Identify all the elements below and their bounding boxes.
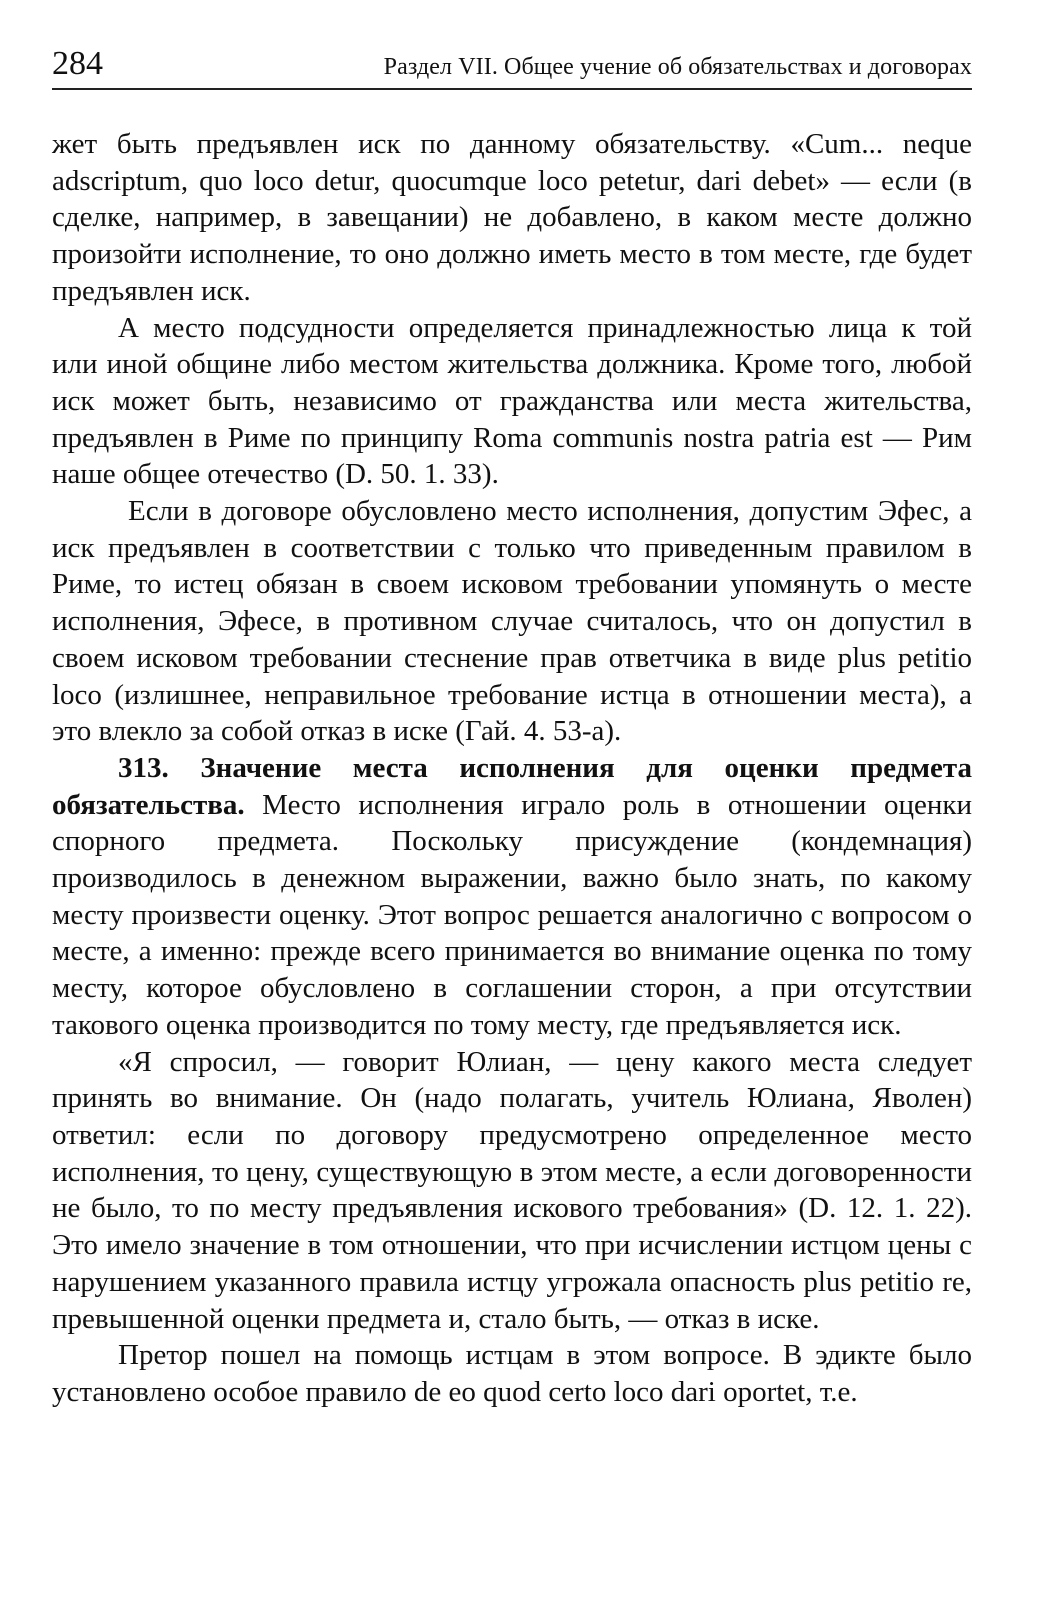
paragraph-praetor: Претор пошел на помощь истцам в этом вопросе. В эдикте было установлено особое правило de eo quod certo loco dari oportet, т.е. [52, 1339, 972, 1408]
running-section-title: Раздел VII. Общее учение об обязательствах и договорах [383, 54, 972, 80]
body-text [52, 126, 972, 1411]
paragraph-place-of-performance: Если в договоре обусловлено место исполнения, допустим Эфес, а иск предъявлен в соответствии с только что приведенным правилом в Риме, то истец обязан в своем исковом требовании упомянуть о месте исполнения, Эфесе, в противном случае считалось, что он допустил в своем исковом требовании стеснение прав ответчика в виде plus petitio loco (излишнее, неправильное требование истца в отношении места), а это влекло за собой отказ в иске (Гай. 4. 53-a). [52, 495, 972, 748]
book-page [52, 0, 972, 1601]
paragraph-section-313 [52, 750, 972, 1044]
section-313-text: Место исполнения играло роль в отношении оценки спорного предмета. Поскольку присуждение (кондемнация) производилось в денежном выражении, важно было знать, по какому месту произвести оценку. Этот вопрос решается аналогично с вопросом о месте, а именно: прежде всего принимается во внимание оценка по тому месту, которое обусловлено в соглашении сторон, а при отсутствии такового оценка производится по тому месту, где предъявляется иск. [52, 788, 972, 1041]
page-number: 284 [52, 45, 103, 82]
paragraph-jurisdiction: А место подсудности определяется принадлежностью лица к той или иной общине либо местом жительства должника. Кроме того, любой иск может быть, независимо от гражданства или места жительства, предъявлен в Риме по принципу Roma communis nostra patria est — Рим наше общее отечество (D. 50. 1. 33). [52, 311, 972, 491]
running-header [52, 44, 972, 90]
paragraph-julian-quote: «Я спросил, — говорит Юлиан, — цену какого места следует принять во внимание. Он (надо полагать, учитель Юлиана, Яволен) ответил: если по договору предусмотрено определенное место исполнения, то цену, существующую в этом месте, а если договоренности не было, то по месту предъявления искового требования» (D. 12. 1. 22). Это имело значение в том отношении, что при исчислении истцом цены с нарушением указанного правила истцу угрожала опасность plus petitio re, превышенной оценки предмета и, стало быть, — отказ в иске. [52, 1045, 972, 1335]
paragraph-continuation: жет быть предъявлен иск по данному обязательству. «Cum... neque adscriptum, quo loco detur, quocumque loco petetur, dari debet» — если (в сделке, например, в завещании) не добавлено, в каком месте должно произойти исполнение, то оно должно иметь место в том месте, где будет предъявлен иск. [52, 128, 972, 307]
section-heading: 313. Значение места исполнения для оценки предмета обязательства. [52, 751, 972, 821]
